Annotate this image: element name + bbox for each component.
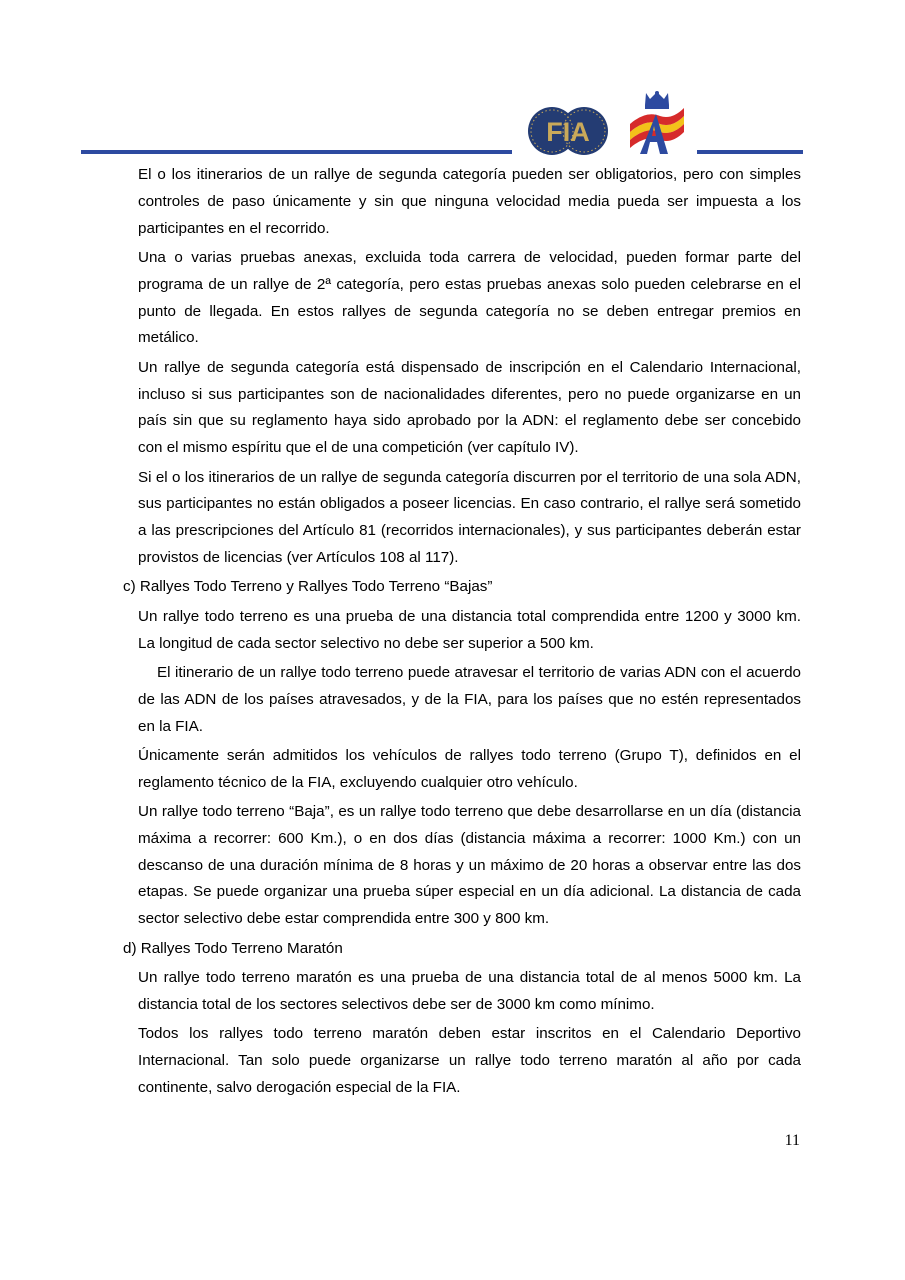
paragraph: El itinerario de un rallye todo terreno puede atravesar el territorio de varias ADN con el acuerdo de las ADN de los países atravesados, y de la FIA, para los países que no estén representados en la FIA. (138, 663, 801, 735)
paragraph: El o los itinerarios de un rallye de segunda categoría pueden ser obligatorios, pero con simples controles de paso únicamente y sin que ninguna velocidad media pueda ser impuesta a los participantes en el recorrido. (138, 166, 801, 237)
paragraph: Un rallye todo terreno maratón es una prueba de una distancia total de al menos 5000 km. La distancia total de los sectores selectivos debe ser de 3000 km como mínimo. (138, 969, 801, 1013)
document-body (0, 162, 905, 1104)
rfea-crown-logo (626, 90, 688, 156)
paragraph: Un rallye de segunda categoría está dispensado de inscripción en el Calendario Internacional, incluso si sus participantes son de nacionalidades diferentes, pero no puede organizarse en un país sin que su reglamento haya sido aprobado por la ADN: el reglamento debe ser concebido con el mismo espíritu que el de una competición (ver capítulo IV). (138, 358, 801, 457)
section-heading-d: d) Rallyes Todo Terreno Maratón (123, 939, 343, 957)
paragraph: Únicamente serán admitidos los vehículos de rallyes todo terreno (Grupo T), definidos en el reglamento técnico de la FIA, excluyendo cualquier otro vehículo. (138, 746, 801, 791)
fia-logo (528, 104, 608, 158)
paragraph: Una o varias pruebas anexas, excluida toda carrera de velocidad, pueden formar parte del programa de un rallye de 2ª categoría, pero estas pruebas anexas solo pueden celebrarse en el punto de llegada. En estos rallyes de segunda categoría no se deben entregar premios en metálico. (138, 248, 801, 347)
page-number: 11 (784, 1132, 800, 1149)
header-rule-left (81, 150, 512, 154)
svg-text:FIA: FIA (546, 117, 590, 147)
paragraph: Un rallye todo terreno es una prueba de una distancia total comprendida entre 1200 y 3000 km. La longitud de cada sector selectivo no debe ser superior a 500 km. (138, 607, 801, 652)
header-rule-right (697, 150, 803, 154)
paragraph: Un rallye todo terreno “Baja”, es un rallye todo terreno que debe desarrollarse en un día (distancia máxima a recorrer: 600 Km.), o en dos días (distancia máxima a recorrer: 1000 Km.) con un descanso de una duración mínima de 8 horas y un máximo de 20 horas a observar entre las dos etapas. Se puede organizar una prueba súper especial en un día adicional. La distancia de cada sector selectivo debe estar comprendida entre 300 y 800 km. (138, 803, 801, 928)
section-heading-c: c) Rallyes Todo Terreno y Rallyes Todo Terreno “Bajas” (123, 578, 493, 596)
paragraph: Todos los rallyes todo terreno maratón deben estar inscritos en el Calendario Deportivo Internacional. Tan solo puede organizarse un rallye todo terreno maratón al año por cada continente, salvo derogación especial de la FIA. (138, 1025, 801, 1096)
paragraph: Si el o los itinerarios de un rallye de segunda categoría discurren por el territorio de una sola ADN, sus participantes no están obligados a poseer licencias. En caso contrario, el rallye será sometido a las prescripciones del Artículo 81 (recorridos internacionales), y sus participantes deberán estar provistos de licencias (ver Artículos 108 al 117). (138, 468, 801, 566)
